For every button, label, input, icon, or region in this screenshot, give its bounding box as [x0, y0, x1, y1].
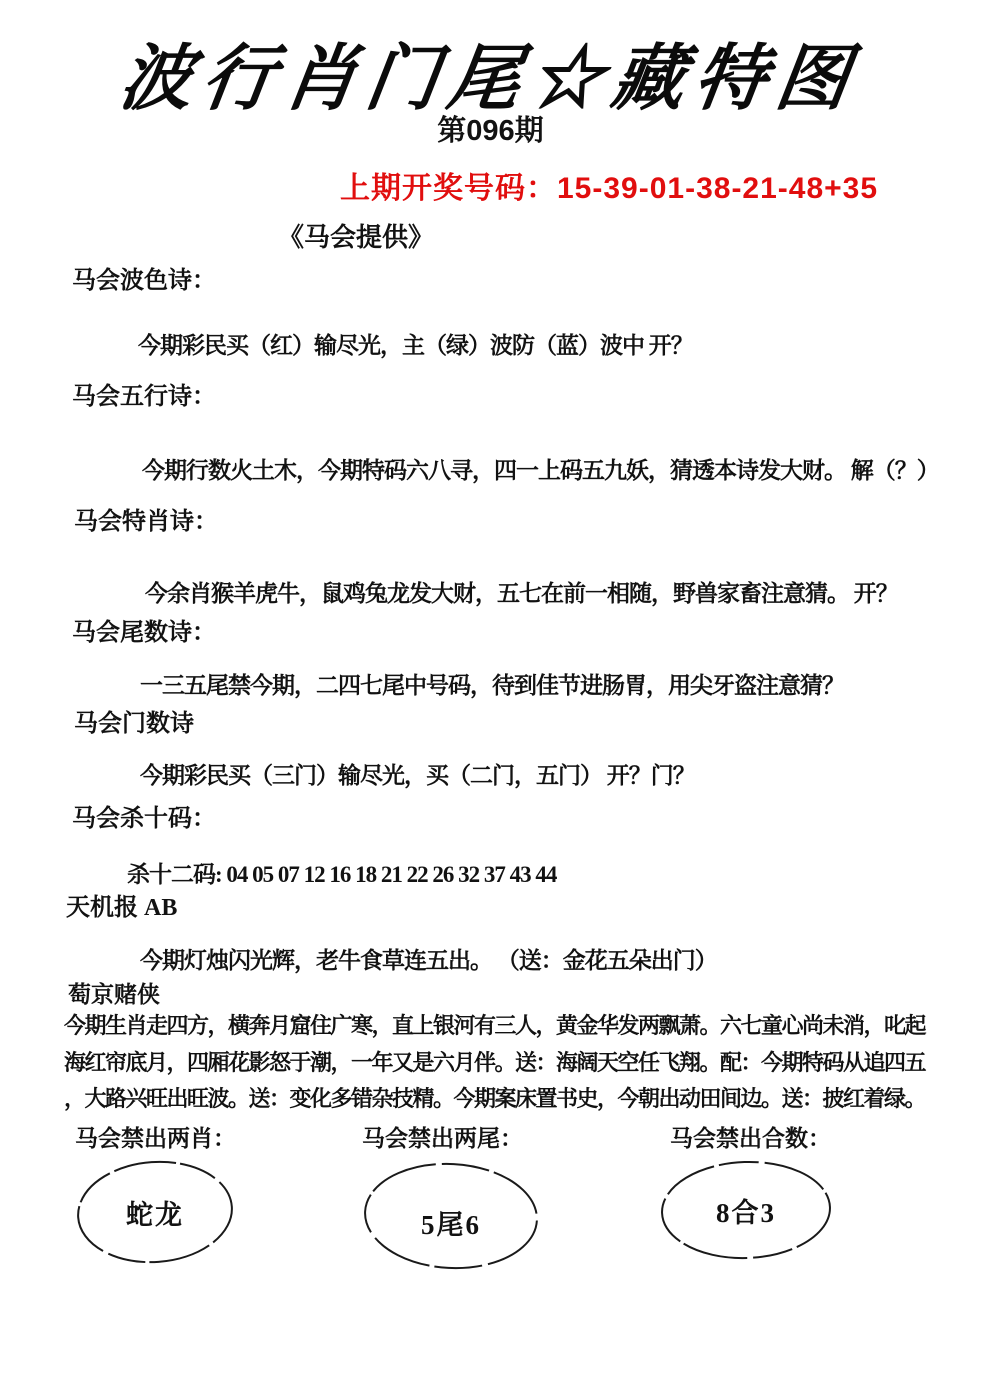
- tipster-paragraph: [64, 1008, 924, 1118]
- poem-five-elements: 今期行数火土木，今期特码六八寻，四一上码五九妖，猜透本诗发大财。 解（？）: [142, 458, 939, 483]
- forbidden-sum-oval: [658, 1158, 834, 1262]
- section-heading-special-zodiac: 马会特肖诗：: [74, 509, 218, 535]
- forbidden-tails-label: 马会禁出两尾：: [362, 1126, 523, 1151]
- tipster-line-3: ，大路兴旺出旺波。送：变化多错杂技精。今期案床置书史，今朝出动田间边。送：披红着绿。: [64, 1086, 926, 1111]
- section-heading-wave-color: 马会波色诗：: [72, 268, 216, 294]
- forbidden-sum-value: 8合3: [716, 1197, 776, 1228]
- section-heading-door-number: 马会门数诗: [74, 711, 194, 737]
- poem-wave-color: 今期彩民买（红）输尽光，主（绿）波防（蓝）波中 开？: [138, 333, 693, 358]
- poem-tail-number: 一三五尾禁今期，二四七尾中号码，待到佳节进肠胃，用尖牙盗注意猜？: [140, 673, 844, 698]
- provider-line: 《马会提供》: [278, 223, 435, 252]
- section-heading-five-elements: 马会五行诗：: [72, 384, 216, 410]
- tipster-line-2: 海红帘底月，四厢花影怒于潮，一年又是六月伴。送：海阔天空任飞翔。配：今期特码从追四五: [64, 1049, 926, 1075]
- poem-tianji-report: 今期灯烛闪光辉，老牛食草连五出。 （送：金花五朵出门）: [140, 948, 717, 973]
- section-heading-kill-codes: 马会杀十码：: [72, 806, 216, 832]
- forbidden-zodiac-value: 蛇龙: [126, 1199, 184, 1230]
- forbidden-sum-label: 马会禁出合数：: [670, 1126, 831, 1151]
- tipster-line-1: 今期生肖走四方，横奔月窟住广寒，直上银河有三人，黄金华发两飘萧。六七童心尚未消，叱起: [64, 1013, 926, 1038]
- forbidden-tails-value: 5尾6: [421, 1209, 481, 1240]
- last-draw-numbers: 上期开奖号码：15-39-01-38-21-48+35: [340, 172, 879, 205]
- poem-door-number: 今期彩民买（三门）输尽光，买（二门，五门） 开？门？: [140, 763, 695, 788]
- forbidden-tails-oval: [360, 1160, 542, 1276]
- issue-number: 第096期: [437, 115, 544, 147]
- page-title: 波行肖门尾☆藏特图: [114, 35, 865, 120]
- forbidden-zodiac-oval: [73, 1158, 237, 1266]
- forbidden-zodiac-label: 马会禁出两肖：: [75, 1126, 236, 1151]
- poem-special-zodiac: 今余肖猴羊虎牛，鼠鸡兔龙发大财，五七在前一相随，野兽家畜注意猜。 开？: [145, 581, 898, 606]
- tipster-heading: 萄京赌侠: [68, 982, 160, 1007]
- kill-codes-list: 杀十二码: 04 05 07 12 16 18 21 22 26 32 37 43 44: [127, 862, 557, 887]
- section-heading-tianji-report: 天机报 AB: [66, 895, 178, 921]
- section-heading-tail-number: 马会尾数诗：: [72, 620, 216, 646]
